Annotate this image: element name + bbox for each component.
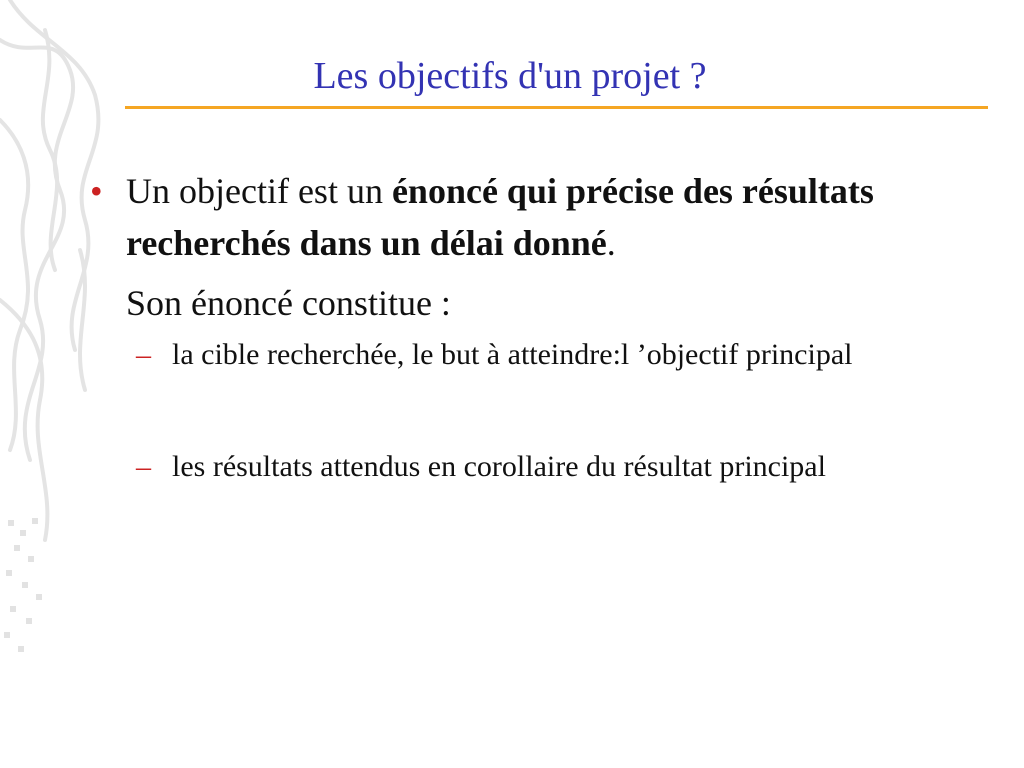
bullet-continuation: Son énoncé constitue :: [126, 283, 451, 323]
sub-bullet-marker: –: [136, 450, 151, 483]
bullet-text-bold: énoncé qui précise des résultats recherchés dans un délai donné: [126, 171, 874, 263]
sub-bullet-text: les résultats attendus en corollaire du résultat principal: [172, 450, 826, 483]
bullet-marker: •: [90, 171, 103, 211]
bullet-text: [126, 171, 874, 263]
bullet-text-plain: Un objectif est un: [126, 171, 392, 211]
bullet-item: [90, 165, 970, 269]
slide-title: Les objectifs d'un projet ?: [313, 55, 707, 97]
bullet-text-end: .: [606, 223, 616, 263]
sub-bullet-text: la cible recherchée, le but à atteindre:l ’objectif principal: [172, 338, 853, 371]
sub-bullet-item: [90, 335, 970, 375]
sub-bullet-marker: –: [136, 338, 151, 371]
slide-content: [90, 165, 970, 487]
title-underline: [125, 106, 988, 109]
sub-bullet-item: [90, 447, 970, 487]
